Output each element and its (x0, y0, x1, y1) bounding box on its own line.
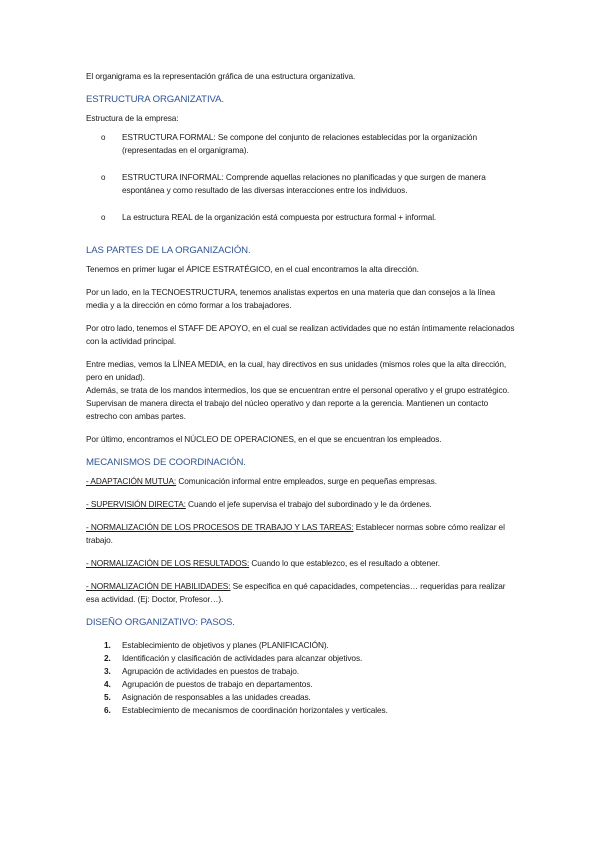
step-text: Establecimiento de mecanismos de coordinación horizontales y verticales. (122, 705, 388, 715)
bullet-text: ESTRUCTURA FORMAL: Se compone del conjunto de relaciones establecidas por la organización (representadas en el organigrama). (122, 132, 477, 155)
list-item (86, 678, 516, 691)
list-item (86, 652, 516, 665)
mechanism-item (86, 557, 516, 570)
partes-paragraph-4a: Entre medias, vemos la LÍNEA MEDIA, en la cual, hay directivos en sus unidades (mismos roles que la alta dirección, pero en unidad). (86, 359, 507, 382)
step-text: Asignación de responsables a las unidades creadas. (122, 692, 311, 702)
list-item (86, 639, 516, 652)
mechanism-term: - ADAPTACIÓN MUTUA: (86, 476, 177, 486)
section-heading-mecanismos: MECANISMOS DE COORDINACIÓN. (86, 457, 246, 468)
step-number: 1. (104, 640, 111, 650)
structure-bullet-list (86, 131, 516, 224)
intro-paragraph: El organigrama es la representación gráfica de una estructura organizativa. (86, 71, 356, 81)
mechanism-text: Cuando el jefe supervisa el trabajo del subordinado y le da órdenes. (185, 499, 432, 509)
mechanism-text: Cuando lo que establezco, es el resultado a obtener. (249, 558, 440, 568)
partes-paragraph-3: Por otro lado, tenemos el STAFF DE APOYO, en el cual se realizan actividades que no están íntimamente relacionados con la actividad principal. (86, 323, 515, 346)
bullet-text: La estructura REAL de la organización está compuesta por estructura formal + informal. (122, 212, 437, 222)
step-number: 6. (104, 705, 111, 715)
step-text: Agrupación de actividades en puestos de trabajo. (122, 666, 299, 676)
bullet-mark: o (101, 173, 106, 182)
mechanism-term: - NORMALIZACIÓN DE LOS PROCESOS DE TRABAJO Y LAS TAREAS: (86, 522, 354, 532)
step-number: 4. (104, 679, 111, 689)
list-item (86, 131, 516, 157)
bullet-mark: o (101, 133, 106, 142)
section-heading-partes: LAS PARTES DE LA ORGANIZACIÓN. (86, 245, 251, 256)
section1-lead: Estructura de la empresa: (86, 113, 179, 123)
partes-paragraph-5: Por último, encontramos el NÚCLEO DE OPERACIONES, en el que se encuentran los empleados. (86, 434, 442, 444)
mechanism-item (86, 475, 516, 488)
step-text: Establecimiento de objetivos y planes (PLANIFICACIÓN). (122, 640, 329, 650)
list-item (86, 704, 516, 717)
mechanism-text: Establecer normas sobre cómo realizar el trabajo. (86, 522, 505, 545)
design-steps-list (86, 639, 516, 717)
section-heading-diseno: DISEÑO ORGANIZATIVO: PASOS. (86, 617, 235, 628)
step-number: 5. (104, 692, 111, 702)
list-item (86, 665, 516, 678)
step-number: 2. (104, 653, 111, 663)
list-item (86, 171, 516, 197)
mechanism-item (86, 521, 516, 547)
partes-paragraph-2: Por un lado, en la TECNOESTRUCTURA, tenemos analistas expertos en una materia que dan consejos a la línea media y a la dirección en cómo formar a los trabajadores. (86, 287, 496, 310)
section-heading-estructura: ESTRUCTURA ORGANIZATIVA. (86, 94, 224, 105)
list-item (86, 211, 516, 224)
bullet-mark: o (101, 213, 106, 222)
partes-paragraph-4b: Además, se trata de los mandos intermedios, los que se encuentran entre el personal operativo y el grupo estratégico. Supervisan de manera directa el trabajo del núcleo operativo y dan reporte a la gerencia. Mantienen un contacto estrecho con ambas partes. (86, 385, 510, 421)
mechanism-item (86, 498, 516, 511)
mechanism-text: Comunicación informal entre empleados, surge en pequeñas empresas. (176, 476, 437, 486)
document-page (86, 70, 516, 717)
mechanism-term: - NORMALIZACIÓN DE HABILIDADES: (86, 581, 231, 591)
step-number: 3. (104, 666, 111, 676)
mechanism-term: - SUPERVISIÓN DIRECTA: (86, 499, 186, 509)
bullet-text: ESTRUCTURA INFORMAL: Comprende aquellas relaciones no planificadas y que surgen de manera espontánea y como resultado de las diversas interacciones entre los individuos. (122, 172, 486, 195)
partes-paragraph-1: Tenemos en primer lugar el ÁPICE ESTRATÉGICO, en el cual encontramos la alta dirección. (86, 264, 419, 274)
mechanism-term: - NORMALIZACIÓN DE LOS RESULTADOS: (86, 558, 250, 568)
step-text: Agrupación de puestos de trabajo en departamentos. (122, 679, 313, 689)
mechanism-item (86, 580, 516, 606)
mechanism-text: Se especifica en qué capacidades, competencias… requeridas para realizar esa actividad. (Ej: Doctor, Profesor…). (86, 581, 506, 604)
step-text: Identificación y clasificación de actividades para alcanzar objetivos. (122, 653, 363, 663)
list-item (86, 691, 516, 704)
